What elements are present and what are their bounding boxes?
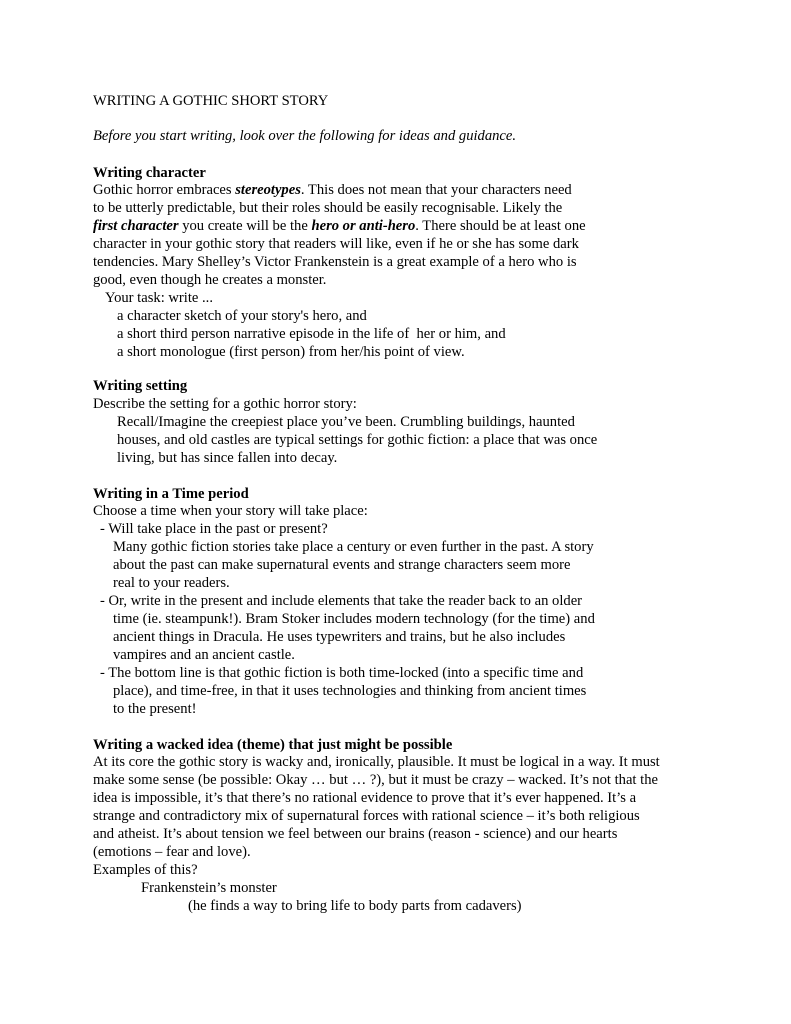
emphasis-first-character: first character	[93, 218, 179, 234]
list-item: a short third person narrative episode in the life of her or him, and	[117, 326, 506, 342]
text-span: you create will be the	[178, 218, 312, 234]
section-heading-character: Writing character	[93, 165, 206, 181]
paragraph-line: tendencies. Mary Shelley’s Victor Frankenstein is a great example of a hero who is	[93, 254, 577, 270]
paragraph-line: about the past can make supernatural events and strange characters seem more	[113, 557, 571, 573]
paragraph-line: idea is impossible, it’s that there’s no rational evidence to prove that it’s ever happened. It’s a	[93, 790, 637, 806]
paragraph-line: living, but has since fallen into decay.	[117, 450, 338, 466]
paragraph-line: strange and contradictory mix of supernatural forces with rational science – it’s both religious	[93, 808, 640, 824]
text-span: Gothic horror embraces	[93, 182, 236, 198]
paragraph-line: ancient things in Dracula. He uses typewriters and trains, but he also includes	[113, 629, 566, 645]
paragraph-line: time (ie. steampunk!). Bram Stoker includes modern technology (for the time) and	[113, 611, 595, 627]
paragraph-line: houses, and old castles are typical settings for gothic fiction: a place that was once	[117, 432, 598, 448]
example-detail: (he finds a way to bring life to body parts from cadavers)	[188, 898, 522, 914]
document-title: WRITING A GOTHIC SHORT STORY	[93, 93, 329, 109]
paragraph-line: At its core the gothic story is wacky and, ironically, plausible. It must be logical in a way. It must	[93, 754, 660, 770]
bullet-line: - Will take place in the past or present?	[100, 521, 328, 537]
emphasis-stereotypes: stereotypes	[235, 182, 301, 198]
paragraph-line: Describe the setting for a gothic horror story:	[93, 396, 357, 412]
text-span: . There should be at least one	[415, 218, 586, 234]
paragraph-line: Recall/Imagine the creepiest place you’ve been. Crumbling buildings, haunted	[117, 414, 575, 430]
paragraph-line: real to your readers.	[113, 575, 230, 591]
paragraph-line: to be utterly predictable, but their roles should be easily recognisable. Likely the	[93, 200, 563, 216]
paragraph-line	[93, 182, 572, 200]
section-heading-time: Writing in a Time period	[93, 486, 249, 502]
intro-text: Before you start writing, look over the following for ideas and guidance.	[93, 128, 517, 144]
paragraph-line: Many gothic fiction stories take place a century or even further in the past. A story	[113, 539, 594, 555]
paragraph-line: place), and time-free, in that it uses technologies and thinking from ancient times	[113, 683, 587, 699]
paragraph-line: vampires and an ancient castle.	[113, 647, 295, 663]
paragraph-line: to the present!	[113, 701, 197, 717]
list-item: a short monologue (first person) from her/his point of view.	[117, 344, 465, 360]
example-item: Frankenstein’s monster	[141, 880, 277, 896]
paragraph-line: and atheist. It’s about tension we feel between our brains (reason - science) and our hearts	[93, 826, 618, 842]
paragraph-line	[93, 218, 586, 236]
paragraph-line: good, even though he creates a monster.	[93, 272, 327, 288]
paragraph-line: character in your gothic story that readers will like, even if he or she has some dark	[93, 236, 579, 252]
paragraph-line: Examples of this?	[93, 862, 198, 878]
emphasis-hero: hero or anti-hero	[311, 218, 416, 234]
text-span: . This does not mean that your characters need	[300, 182, 572, 198]
bullet-line: - The bottom line is that gothic fiction is both time-locked (into a specific time and	[100, 665, 584, 681]
paragraph-line: Choose a time when your story will take place:	[93, 503, 368, 519]
section-heading-setting: Writing setting	[93, 378, 188, 394]
section-heading-idea: Writing a wacked idea (theme) that just might be possible	[93, 737, 453, 753]
list-item: a character sketch of your story's hero, and	[117, 308, 367, 324]
paragraph-line: make some sense (be possible: Okay … but … ?), but it must be crazy – wacked. It’s not that the	[93, 772, 658, 788]
bullet-line: - Or, write in the present and include elements that take the reader back to an older	[100, 593, 583, 609]
paragraph-line: (emotions – fear and love).	[93, 844, 251, 860]
task-label: Your task: write ...	[105, 290, 213, 306]
